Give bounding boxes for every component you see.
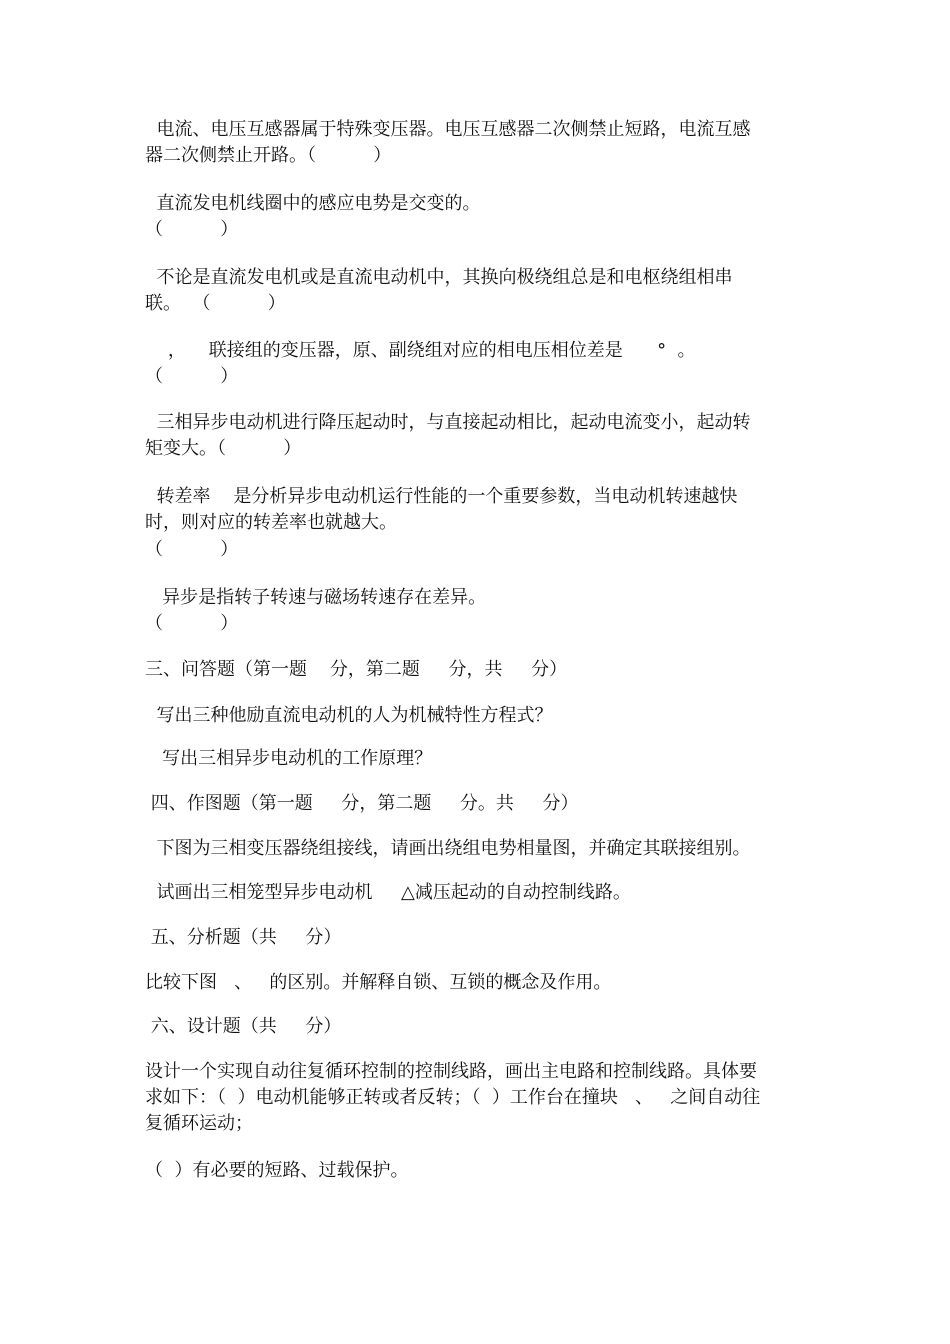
q2-line-1: 直流发电机线圈中的感应电势是交变的。 [145,193,481,214]
section-6-line-3: 复循环运动； [145,1113,253,1134]
q7-line-2: （ ） [145,613,239,634]
q6-line-3: （ ） [145,539,239,560]
q4-line-1: ， 联接组的变压器，原、副绕组对应的相电压相位差是 ° 。 [145,340,696,361]
q5-line-1: 三相异步电动机进行降压起动时，与直接起动相比，起动电流变小，起动转 [145,412,751,433]
q3-line-2: 联。 （ ） [145,293,286,314]
section-3-heading: 三、问答题（第一题 分，第二题 分，共 分） [145,659,568,680]
section-6-line-1: 设计一个实现自动往复循环控制的控制线路，画出主电路和控制线路。具体要 [145,1061,757,1082]
q3-line-1: 不论是直流发电机或是直流电动机中，其换向极绕组总是和电枢绕组相串 [145,267,733,288]
section-4-q1: 下图为三相变压器绕组接线，请画出绕组电势相量图，并确定其联接组别。 [145,838,751,859]
section-6-line-4: （ ）有必要的短路、过载保护。 [145,1160,409,1181]
section-4-q2: 试画出三相笼型异步电动机 △减压起动的自动控制线路。 [145,882,631,903]
section-3-q2: 写出三相异步电动机的工作原理？ [145,748,433,769]
section-5-heading: 五、分析题（共 分） [145,927,342,948]
q1-line-1: 电流、电压互感器属于特殊变压器。电压互感器二次侧禁止短路，电流互感 [145,119,751,140]
q7-line-1: 异步是指转子转速与磁场转速存在差异。 [145,587,487,608]
q5-line-2: 矩变大。（ ） [145,438,302,459]
q4-line-2: （ ） [145,366,239,387]
section-6-heading: 六、设计题（共 分） [145,1016,342,1037]
q6-line-1: 转差率 是分析异步电动机运行性能的一个重要参数，当电动机转速越快 [145,486,738,507]
section-4-heading: 四、作图题（第一题 分，第二题 分。共 分） [145,793,579,814]
q1-line-2: 器二次侧禁止开路。（ ） [145,145,392,166]
section-3-q1: 写出三种他励直流电动机的人为机械特性方程式？ [145,705,553,726]
q6-line-2: 时，则对应的转差率也就越大。 [145,512,397,533]
section-6-line-2: 求如下：（ ）电动机能够正转或者反转；（ ）工作台在撞块 、 之间自动往 [145,1087,761,1108]
q2-line-2: （ ） [145,219,239,240]
section-5-q1: 比较下图 、 的区别。并解释自锁、互锁的概念及作用。 [145,972,612,993]
